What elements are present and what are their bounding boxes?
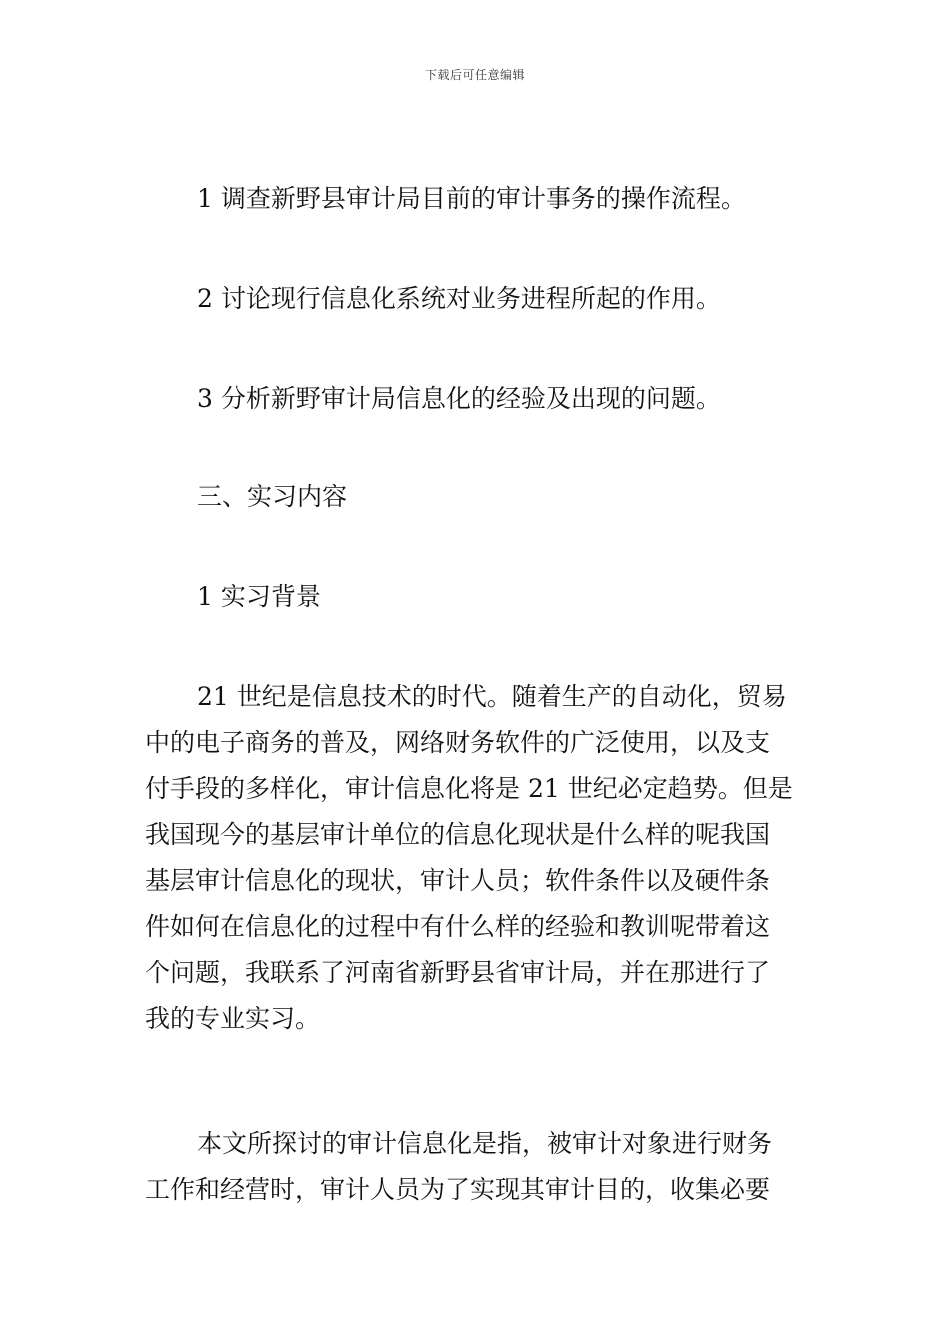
page-header: 下载后可任意编辑 (424, 68, 525, 82)
list-item-2: 2 讨论现行信息化系统对业务进程所起的作用。 (197, 284, 721, 313)
paragraph-line: 我的专业实习。 (145, 1004, 321, 1033)
paragraph-line: 基层审计信息化的现状，审计人员；软件条件以及硬件条 (145, 866, 771, 895)
paragraph-line: 工作和经营时，审计人员为了实现其审计目的，收集必要 (145, 1175, 771, 1204)
section-heading: 三、实习内容 (197, 482, 348, 511)
paragraph-definition (145, 1121, 807, 1213)
paragraph-line: 21 世纪是信息技术的时代。随着生产的自动化，贸易 (197, 682, 787, 711)
paragraph-line: 件如何在信息化的过程中有什么样的经验和教训呢带着这 (145, 912, 771, 941)
paragraph-line: 个问题，我联系了河南省新野县省审计局，并在那进行了 (145, 958, 771, 987)
paragraph-line: 我国现今的基层审计单位的信息化现状是什么样的呢我国 (145, 820, 771, 849)
paragraph-line: 付手段的多样化，审计信息化将是 21 世纪必定趋势。但是 (145, 774, 793, 803)
paragraph-line: 中的电子商务的普及，网络财务软件的广泛使用，以及支 (145, 728, 771, 757)
list-item-1: 1 调查新野县审计局目前的审计事务的操作流程。 (197, 184, 746, 213)
paragraph-background (145, 674, 807, 1042)
list-item-3: 3 分析新野审计局信息化的经验及出现的问题。 (197, 384, 721, 413)
subheading: 1 实习背景 (197, 582, 321, 611)
paragraph-line: 本文所探讨的审计信息化是指，被审计对象进行财务 (197, 1129, 773, 1158)
